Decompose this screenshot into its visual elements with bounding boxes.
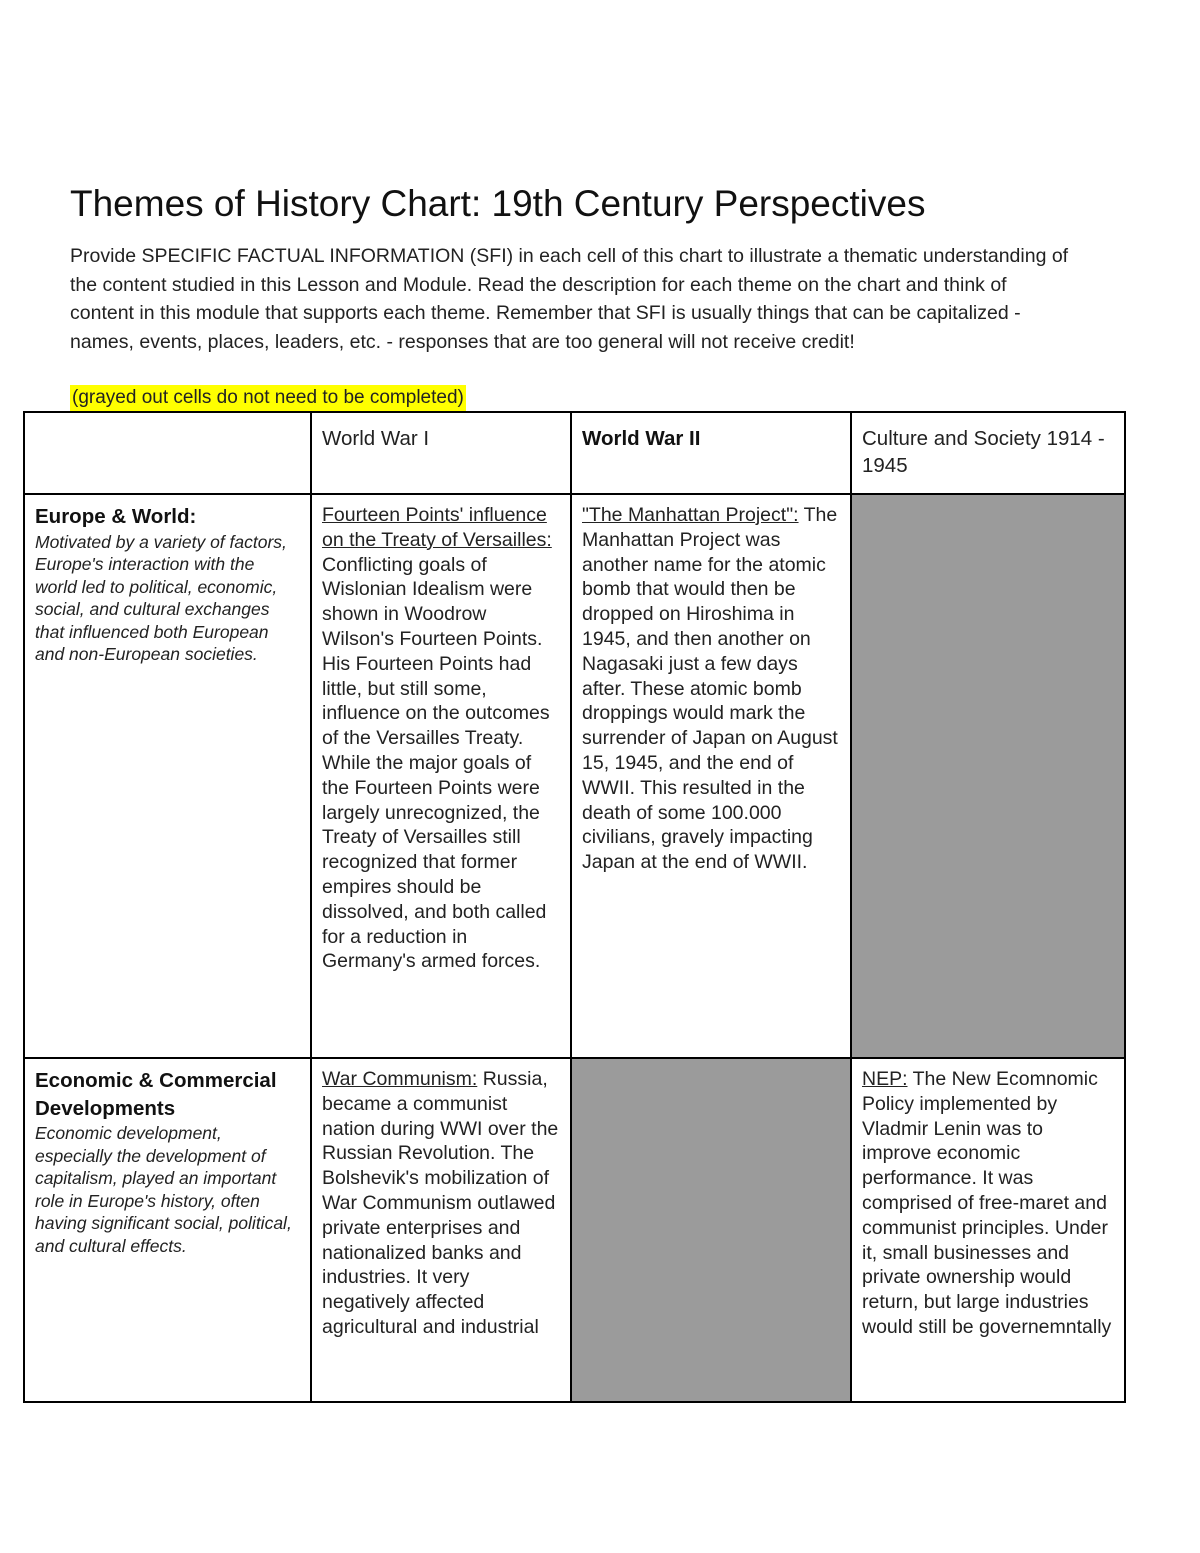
cell-heading: "The Manhattan Project":: [582, 504, 799, 526]
cell-europe-ww1[interactable]: [311, 494, 571, 1058]
grayed-cells-note: (grayed out cells do not need to be completed): [70, 385, 466, 411]
table-row-europe-world: [24, 494, 1125, 1058]
instructions-text: Provide SPECIFIC FACTUAL INFORMATION (SFI) in each cell of this chart to illustrate a thematic understanding of the content studied in this Lesson and Module. Read the description for each theme on the chart and think of content in this module that supports each theme. Remember that SFI is usually things that can be capitalized - names, events, places, leaders, etc. - responses that are too general will not receive credit!: [70, 245, 1069, 353]
theme-description: Motivated by a variety of factors, Europe's interaction with the world led to political, economic, social, and cultural exchanges that influenced both European and non-European societies.: [35, 531, 287, 664]
cell-body: Conflicting goals of Wislonian Idealism were shown in Woodrow Wilson's Fourteen Points. His Fourteen Points had little, but still some, influence on the outcomes of the Versailles Treaty. While the major goals of the Fourteen Points were largely unrecognized, the Treaty of Versailles still recognized that former empires should be dissolved, and both called for a reduction in Germany's armed forces.: [322, 553, 550, 973]
header-empty-cell: [24, 412, 311, 494]
theme-title: Economic & Commercial Developments: [35, 1069, 277, 1120]
table-header-row: [24, 412, 1125, 494]
header-culture-society: [851, 412, 1125, 494]
theme-cell-europe-world: [24, 494, 311, 1058]
grayed-cell-economic-ww2: [571, 1058, 851, 1402]
page-title: Themes of History Chart: 19th Century Perspectives: [70, 183, 926, 224]
cell-heading: Fourteen Points' influence on the Treaty of Versailles:: [322, 504, 552, 551]
cell-body: The Manhattan Project was another name for the atomic bomb that would then be dropped on Hiroshima in 1945, and then another on Nagasaki just a few days after. These atomic bomb droppings would mark the surrender of Japan on August 15, 1945, and the end of WWII. This resulted in the death of some 100.000 civilians, gravely impacting Japan at the end of WWII.: [582, 504, 838, 874]
cell-body: The New Ecomnomic Policy implemented by Vladmir Lenin was to improve economic performance. It was comprised of free-maret and communist principles. Under it, small businesses and private ownership would return, but large industries would still be governemntally: [862, 1068, 1112, 1338]
cell-heading: NEP:: [862, 1068, 908, 1090]
theme-cell-economic: [24, 1058, 311, 1402]
theme-title: Europe & World:: [35, 505, 197, 528]
cell-heading: War Communism:: [322, 1068, 478, 1090]
header-world-war-1-label: World War I: [322, 427, 430, 450]
header-world-war-2: [571, 412, 851, 494]
cell-economic-culture[interactable]: [851, 1058, 1125, 1402]
grayed-cell-europe-culture: [851, 494, 1125, 1058]
cell-economic-ww1[interactable]: [311, 1058, 571, 1402]
theme-description: Economic development, especially the development of capitalism, played an important role in Europe's history, often having significant social, political, and cultural effects.: [35, 1123, 292, 1256]
header-world-war-1: [311, 412, 571, 494]
cell-body: Russia, became a communist nation during WWI over the Russian Revolution. The Bolshevik's mobilization of War Communism outlawed private enterprises and nationalized banks and industries. It very negatively affected agricultural and industrial: [322, 1068, 559, 1338]
header-culture-society-label: Culture and Society 1914 - 1945: [862, 427, 1105, 477]
cell-europe-ww2[interactable]: [571, 494, 851, 1058]
header-world-war-2-label: World War II: [582, 427, 701, 450]
instructions-paragraph: [70, 242, 1070, 356]
themes-table: [23, 411, 1126, 1403]
table-row-economic: [24, 1058, 1125, 1402]
